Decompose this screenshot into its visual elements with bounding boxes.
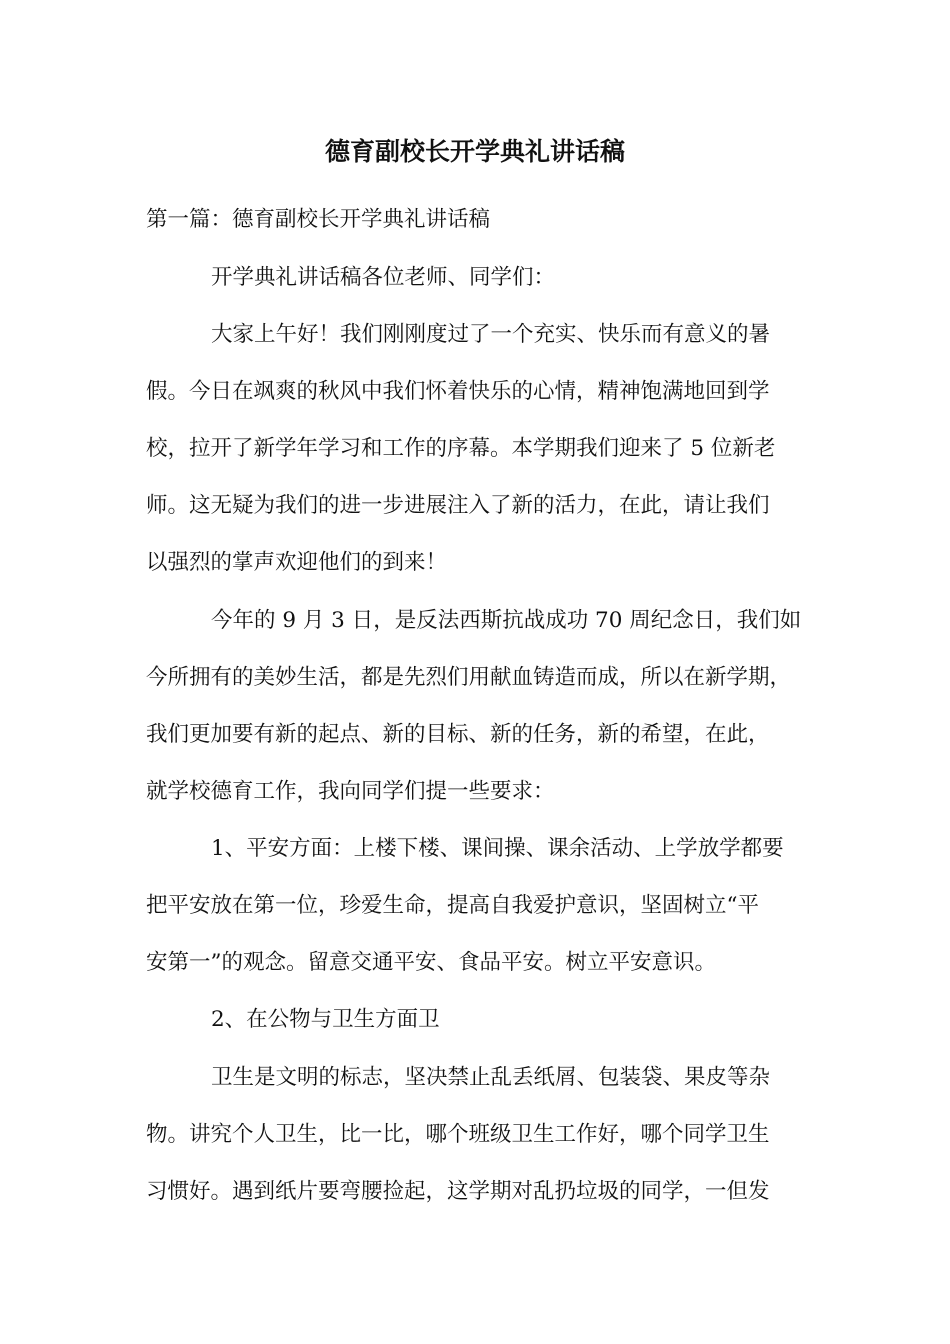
paragraph-line: 假。今日在飒爽的秋风中我们怀着快乐的心情，精神饱满地回到学 — [146, 379, 770, 404]
list-item-line: 把平安放在第一位，珍爱生命，提高自我爱护意识，坚固树立“平 — [146, 893, 759, 918]
list-item-line: 安第一”的观念。留意交通平安、食品平安。树立平安意识。 — [146, 950, 716, 975]
paragraph-line: 师。这无疑为我们的进一步进展注入了新的活力，在此，请让我们 — [146, 493, 770, 518]
paragraph-line: 卫生是文明的标志，坚决禁止乱丢纸屑、包装袋、果皮等杂 — [211, 1065, 771, 1090]
list-item-line: 2、在公物与卫生方面卫 — [211, 1007, 440, 1032]
paragraph-line: 我们更加要有新的起点、新的目标、新的任务，新的希望，在此， — [146, 722, 770, 747]
paragraph-line: 大家上午好！我们刚刚度过了一个充实、快乐而有意义的暑 — [211, 322, 771, 347]
paragraph-line: 物。讲究个人卫生，比一比，哪个班级卫生工作好，哪个同学卫生 — [146, 1122, 770, 1147]
list-item-line: 1、平安方面：上楼下楼、课间操、课余活动、上学放学都要 — [211, 836, 784, 861]
paragraph-line: 今年的 9 月 3 日，是反法西斯抗战成功 70 周纪念日，我们如 — [211, 608, 802, 633]
paragraph-line: 校，拉开了新学年学习和工作的序幕。本学期我们迎来了 5 位新老 — [146, 436, 776, 461]
paragraph-line: 今所拥有的美妙生活，都是先烈们用献血铸造而成，所以在新学期， — [146, 665, 792, 690]
paragraph-line: 以强烈的掌声欢迎他们的到来！ — [146, 550, 448, 575]
salutation-line: 开学典礼讲话稿各位老师、同学们： — [211, 265, 556, 290]
paragraph-line: 习惯好。遇到纸片要弯腰捡起，这学期对乱扔垃圾的同学，一但发 — [146, 1179, 770, 1204]
section-heading: 第一篇：德育副校长开学典礼讲话稿 — [146, 207, 491, 232]
document-title: 德育副校长开学典礼讲话稿 — [324, 137, 625, 166]
paragraph-line: 就学校德育工作，我向同学们提一些要求： — [146, 779, 555, 804]
